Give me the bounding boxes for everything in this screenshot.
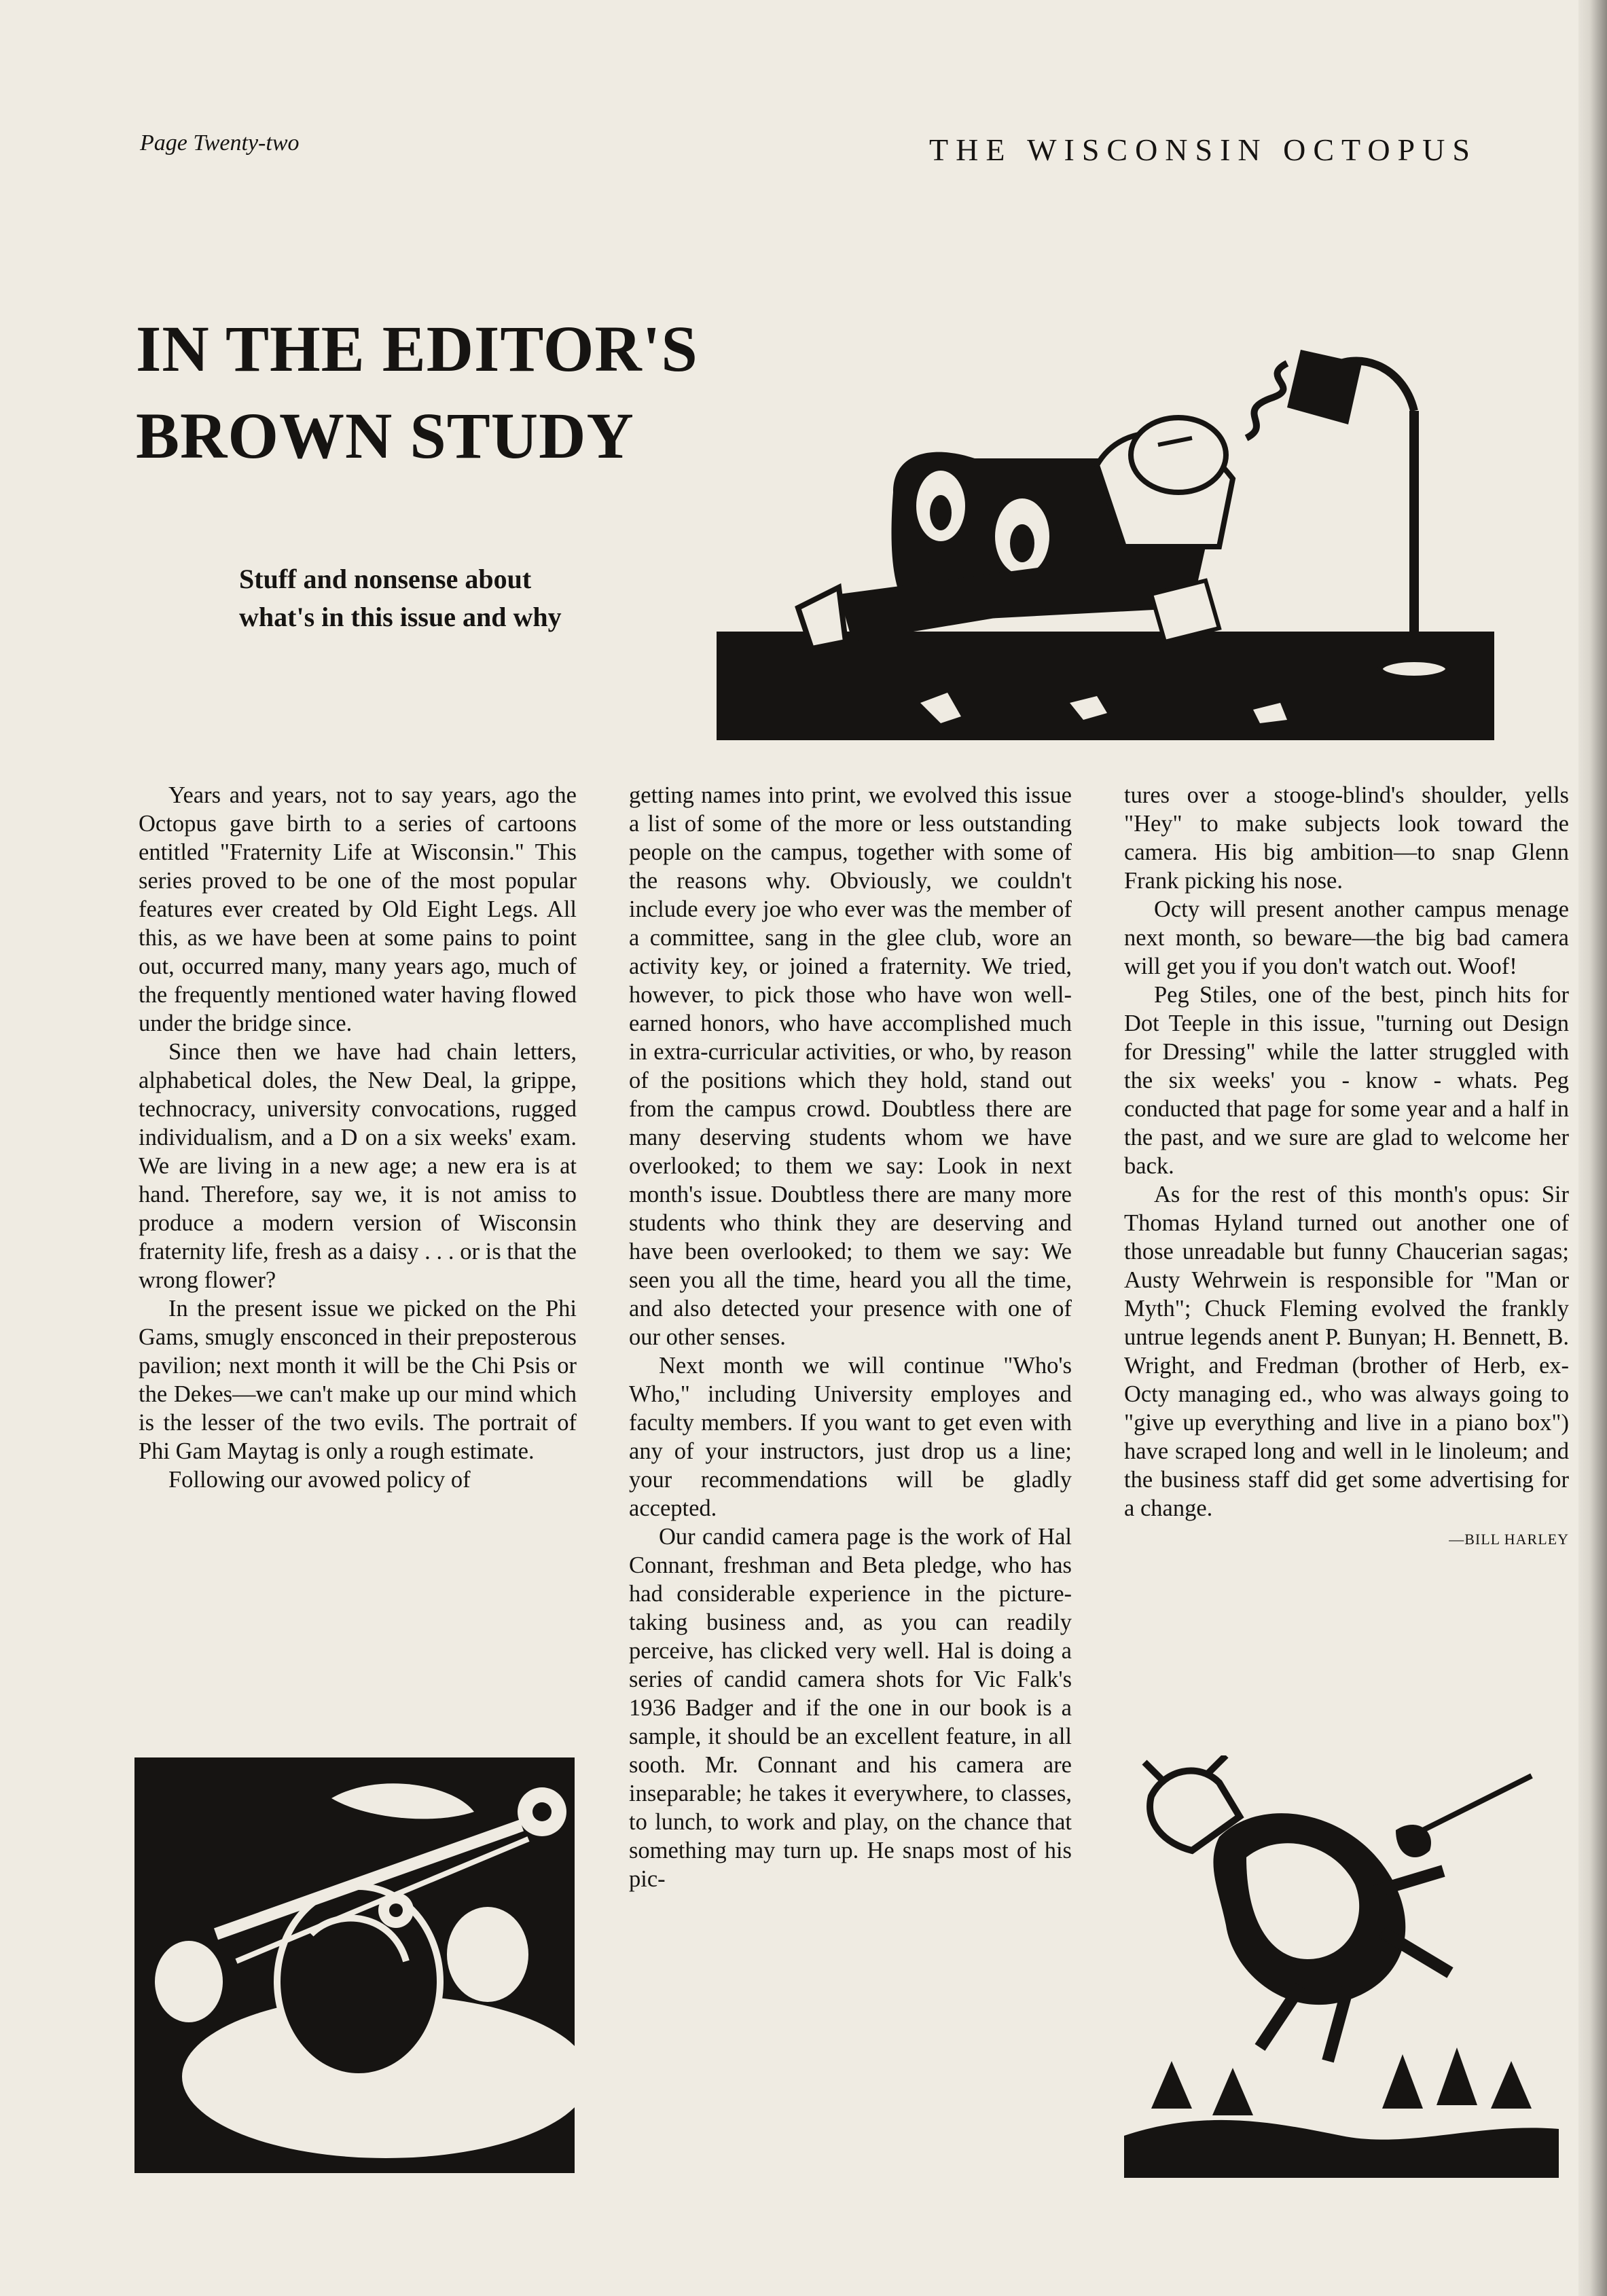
paragraph: Our candid camera page is the work of Hal Connant, freshman and Beta pledge, who has had considerable experience in the picture-taking business and, as you can readily perceive, has clicked very well. Hal is doing a series of candid camera shots for Vic Falk's 1936 Badger and if the one in our book is a sample, it should be an excellent feature, in all sooth. Mr. Connant and his camera are inseparable; he takes it everywhere, to classes, to lunch, to work and play, on the chance that something may turn up. He snaps most of his pic- [629,1524,1072,1892]
paragraph: Since then we have had chain letters, alphabetical doles, the New Deal, la grippe, technocracy, university convocations, rugged individualism, and a D on a six weeks' exam. We are living in a new age; a new era is at hand. Therefore, say we, it is not amiss to produce a modern version of Wisconsin fraternity life, fresh as a daisy . . . or is that the wrong flower? [139,1039,577,1293]
paragraph: Peg Stiles, one of the best, pinch hits for Dot Teeple in this issue, "turning out Design for Dressing" while the latter struggled with the six weeks' you - know - whats. Peg conducted that page for some year and a half in the past, and we sure are glad to welcome her back. [1124,982,1569,1179]
article-subtitle-line-2: what's in this issue and why [239,602,562,632]
byline: —BILL HARLEY [1449,1531,1569,1548]
article-subtitle [239,560,619,636]
article-column-1 [139,781,577,1494]
paragraph: Years and years, not to say years, ago the Octopus gave birth to a series of cartoons entitled "Fraternity Life at Wisconsin." This series proved to be one of the most popular features ever created by Old Eight Legs. All this, as we have been at some pains to point out, occurred many, many years ago, much of the frequently mentioned water having flowed under the bridge since. [139,782,577,1036]
article-subtitle-line-1: Stuff and nonsense about [239,564,532,594]
editor-armchair-illustration [717,323,1494,740]
ox-woodcut-illustration [1124,1755,1559,2178]
magazine-title: THE WISCONSIN OCTOPUS [929,132,1477,167]
paragraph: Following our avowed policy of [168,1467,471,1493]
article-title-line-2: BROWN STUDY [136,399,634,472]
cooks-woodcut-illustration [134,1757,575,2173]
paragraph: As for the rest of this month's opus: Sir Thomas Hyland turned out another one of those unreadable but funny Chaucerian sagas; Austy Wehrwein is responsible for "Man or Myth"; Chuck Fleming evolved the frankly untrue legends anent P. Bunyan; H. Bennett, B. Wright, and Fredman (brother of Herb, ex-Octy managing ed., who was always going to "give up everything and live in a piano box") have scraped long and well in le linoleum; and the business staff did get some advertising for a change. [1124,1182,1569,1521]
paragraph: Next month we will continue "Who's Who," including University employes and faculty members. If you want to get even with any of your instructors, just drop us a line; your recommendations will be gladly accepted. [629,1353,1072,1521]
paragraph: getting names into print, we evolved this issue a list of some of the more or less outstanding people on the campus, together with some of the reasons why. Obviously, we couldn't include every joe who ever was the member of a committee, sang in the glee club, wore an activity key, or joined a fraternity. We tried, however, to pick those who have won well-earned honors, who have accomplished much in extra-curricular activities, or who, by reason of the positions which they hold, stand out from the campus crowd. Doubtless there are many deserving students whom we have overlooked; to them we say: Look in next month's issue. Doubtless there are many more students who think they are deserving and have been overlooked; to them we say: We seen you all the time, heard you all the time, and also detected your presence with one of our other senses. [629,782,1072,1350]
page-number: Page Twenty-two [140,130,300,156]
article-title [136,306,747,479]
paragraph: tures over a stooge-blind's shoulder, yells "Hey" to make subjects look toward the camera. His big ambition—to snap Glenn Frank picking his nose. [1124,782,1569,894]
paragraph: Octy will present another campus menage next month, so beware—the big bad camera will get you if you don't watch out. Woof! [1124,896,1569,979]
article-column-2 [629,781,1072,1893]
binding-edge [1578,0,1607,2296]
article-title-line-1: IN THE EDITOR'S [136,312,698,385]
article-column-3 [1124,781,1569,1554]
paragraph: In the present issue we picked on the Phi Gams, smugly ensconced in their preposterous pavilion; next month it will be the Chi Psis or the Dekes—we can't make up our mind which is the lesser of the two evils. The portrait of Phi Gam Maytag is only a rough estimate. [139,1296,577,1464]
